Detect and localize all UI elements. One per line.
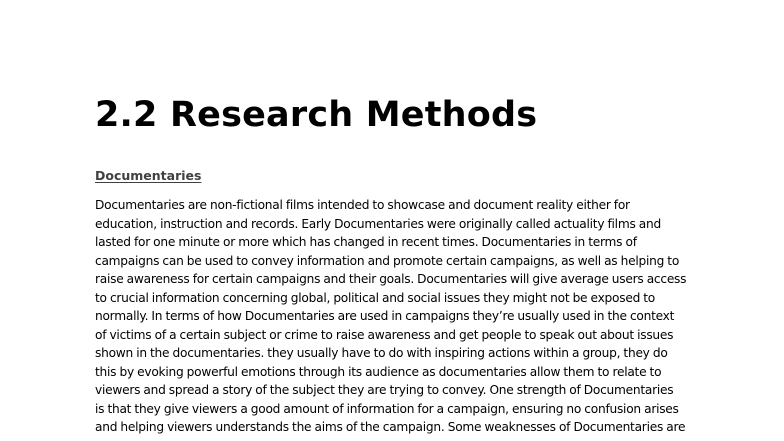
subsection-heading: Documentaries (95, 168, 202, 183)
body-line: raise awareness for certain campaigns and their goals. Documentaries will give average users access (95, 272, 687, 286)
body-line: campaigns can be used to convey information and promote certain campaigns, as well as helping to (95, 253, 680, 268)
body-line: viewers and spread a story of the subject they are trying to convey. One strength of Documentaries (95, 383, 674, 397)
section-heading: 2.2 Research Methods (95, 95, 538, 135)
body-line: shown in the documentaries. they usually have to do with inspiring actions within a group, they do (95, 346, 668, 360)
body-line: normally. In terms of how Documentaries are used in campaigns they’re usually used in the context (95, 309, 675, 323)
body-paragraph (95, 196, 686, 437)
body-line: education, instruction and records. Early Documentaries were originally called actuality films and (95, 216, 661, 231)
body-line: to crucial information concerning global, political and social issues they might not be exposed to (95, 290, 656, 305)
body-line: and helping viewers understands the aims of the campaign. Some weaknesses of Documentaries are (95, 420, 686, 434)
body-line: Documentaries are non-fictional films intended to showcase and document reality either for (95, 198, 630, 212)
body-line: of victims of a certain subject or crime to raise awareness and get people to speak out about issues (95, 327, 674, 342)
body-line: lasted for one minute or more which has changed in recent times. Documentaries in terms of (95, 235, 637, 249)
body-line: this by evoking powerful emotions through its audience as documentaries allow them to relate to (95, 364, 662, 379)
body-line: is that they give viewers a good amount of information for a campaign, ensuring no confusion arises (95, 401, 679, 416)
